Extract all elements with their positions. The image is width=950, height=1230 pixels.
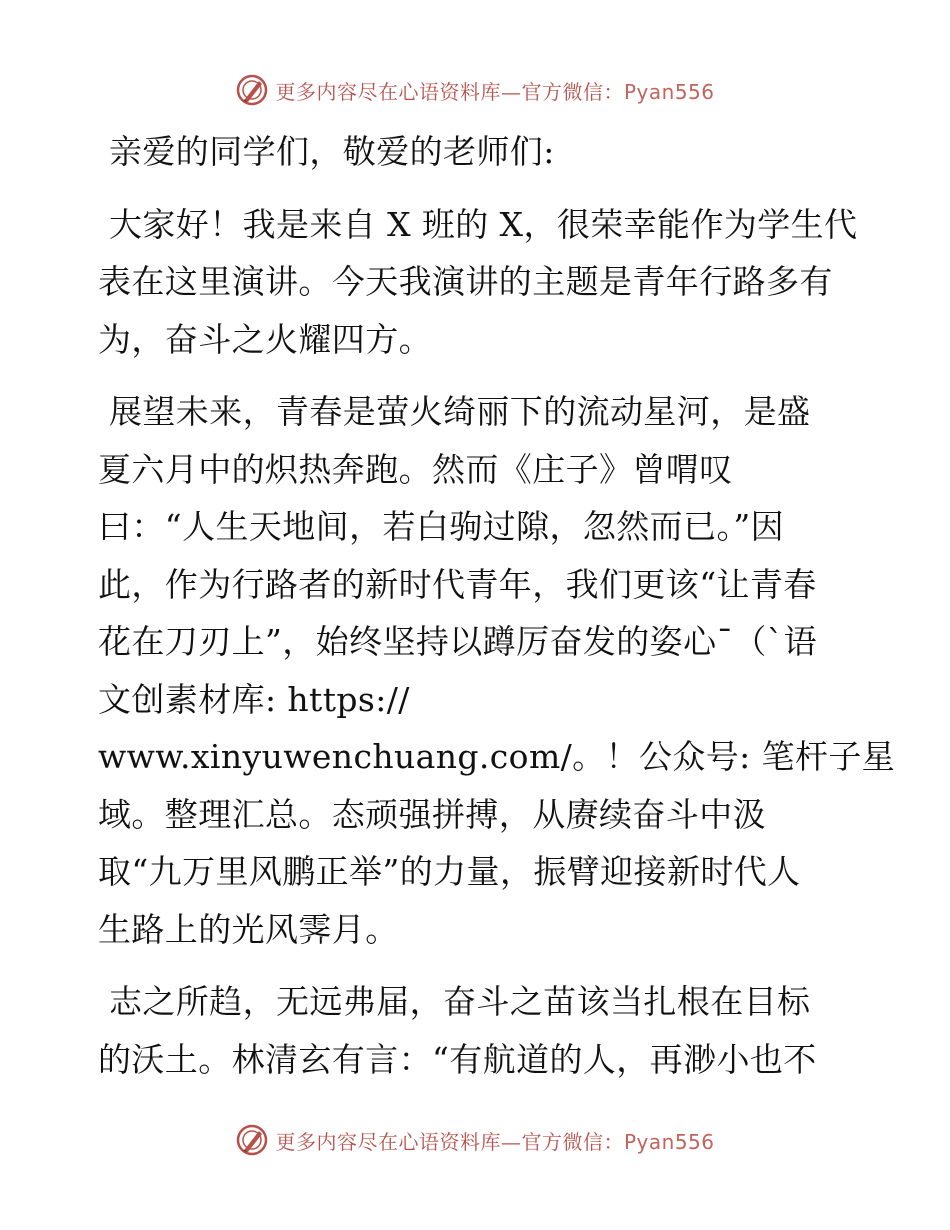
text-line: 取“九万里风鹏正举”的力量，振臂迎接新时代人: [98, 852, 801, 891]
text-line: 大家好！我是来自 X 班的 X，很荣幸能作为学生代: [109, 204, 858, 244]
watermark-text: [275, 76, 714, 105]
text-line: 志之所趋，无远弗届，奋斗之苗该当扎根在目标: [109, 982, 811, 1021]
text-line: 文创素材库: https://: [98, 679, 410, 719]
text-line: 表在这里演讲。今天我演讲的主题是青年行路多有: [98, 262, 833, 301]
greeting-line: 亲爱的同学们，敬爱的老师们:: [109, 132, 555, 171]
paragraph-2: [98, 383, 896, 958]
watermark-site-text: 更多内容尽在心语资料库—官方微信：: [275, 1129, 624, 1154]
text-line: 夏六月中的炽热奔跑。然而《庄子》曾喟叹: [98, 449, 733, 489]
text-line: 展望未来，青春是萤火绮丽下的流动星河，是盛: [109, 392, 811, 431]
paragraph-1: [98, 196, 858, 369]
text-line: 花在刀刃上”，始终坚持以蹲厉奋发的姿心¯（`语: [98, 622, 818, 661]
text-line: 的沃土。林清玄有言：“有航道的人，再渺小也不: [98, 1039, 817, 1079]
watermark-site-text: 更多内容尽在心语资料库—官方微信：: [275, 79, 624, 104]
header-watermark: [0, 70, 950, 110]
text-line: 生路上的光风霁月。: [98, 909, 399, 949]
document-body: [98, 123, 896, 1103]
footer-watermark: [0, 1120, 950, 1160]
greeting-paragraph: [98, 123, 858, 181]
watermark-text: [275, 1126, 714, 1155]
watermark-wechat-id: Pyan556: [623, 1129, 715, 1154]
text-line: www.xinyuwenchuang.com/。！公众号: 笔杆子星: [98, 737, 896, 776]
watermark-wechat-id: Pyan556: [623, 79, 715, 104]
pen-circle-icon: [235, 1123, 269, 1157]
text-line: 域。整理汇总。态顽强拼搏，从赓续奋斗中汲: [98, 794, 766, 834]
text-line: 为，奋斗之火耀四方。: [98, 319, 432, 359]
pen-circle-icon: [235, 73, 269, 107]
text-line: 曰：“人生天地间，若白驹过隙，忽然而已。”因: [98, 507, 785, 546]
text-line: 此，作为行路者的新时代青年，我们更该“让青春: [98, 564, 817, 604]
paragraph-3: [98, 973, 858, 1088]
